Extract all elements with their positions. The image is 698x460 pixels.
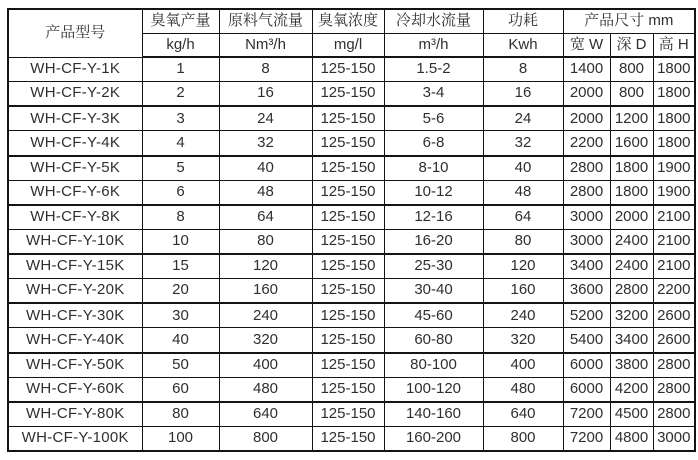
- model-cell: WH-CF-Y-6K: [8, 180, 142, 205]
- value-cell: 100: [142, 426, 219, 451]
- value-cell: 64: [483, 205, 563, 230]
- value-cell: 800: [610, 82, 653, 107]
- value-cell: 60-80: [384, 328, 483, 353]
- value-cell: 125-150: [312, 254, 384, 279]
- value-cell: 125-150: [312, 229, 384, 254]
- value-cell: 800: [219, 426, 312, 451]
- value-cell: 30: [142, 303, 219, 328]
- table-row: [8, 57, 695, 82]
- table-row: [8, 254, 695, 279]
- table-row: [8, 279, 695, 304]
- value-cell: 32: [219, 131, 312, 156]
- value-cell: 5400: [563, 328, 610, 353]
- table-body: [8, 57, 695, 451]
- model-cell: WH-CF-Y-1K: [8, 57, 142, 82]
- value-cell: 140-160: [384, 402, 483, 427]
- header-feed-gas-flow: 原料气流量: [219, 9, 312, 33]
- model-cell: WH-CF-Y-100K: [8, 426, 142, 451]
- value-cell: 125-150: [312, 131, 384, 156]
- value-cell: 3000: [653, 426, 695, 451]
- value-cell: 80-100: [384, 353, 483, 378]
- header-power-consumption: 功耗: [483, 9, 563, 33]
- model-cell: WH-CF-Y-15K: [8, 254, 142, 279]
- value-cell: 15: [142, 254, 219, 279]
- value-cell: 8: [142, 205, 219, 230]
- value-cell: 5-6: [384, 106, 483, 131]
- value-cell: 80: [483, 229, 563, 254]
- value-cell: 60: [142, 377, 219, 402]
- model-cell: WH-CF-Y-10K: [8, 229, 142, 254]
- value-cell: 1800: [653, 131, 695, 156]
- table-row: [8, 106, 695, 131]
- value-cell: 24: [219, 106, 312, 131]
- value-cell: 3400: [610, 328, 653, 353]
- value-cell: 2000: [563, 82, 610, 107]
- value-cell: 3-4: [384, 82, 483, 107]
- value-cell: 160: [483, 279, 563, 304]
- value-cell: 50: [142, 353, 219, 378]
- value-cell: 2800: [563, 156, 610, 181]
- unit-ozone-output: kg/h: [142, 33, 219, 57]
- value-cell: 480: [219, 377, 312, 402]
- table-row: [8, 353, 695, 378]
- unit-feed-gas-flow: Nm³/h: [219, 33, 312, 57]
- table-row: [8, 180, 695, 205]
- model-cell: WH-CF-Y-8K: [8, 205, 142, 230]
- value-cell: 2800: [653, 402, 695, 427]
- model-cell: WH-CF-Y-3K: [8, 106, 142, 131]
- header-product-model: 产品型号: [8, 9, 142, 57]
- value-cell: 2100: [653, 254, 695, 279]
- value-cell: 125-150: [312, 402, 384, 427]
- value-cell: 2800: [653, 353, 695, 378]
- table-row: [8, 82, 695, 107]
- value-cell: 2800: [653, 377, 695, 402]
- value-cell: 1800: [653, 82, 695, 107]
- value-cell: 2800: [563, 180, 610, 205]
- model-cell: WH-CF-Y-2K: [8, 82, 142, 107]
- value-cell: 48: [483, 180, 563, 205]
- value-cell: 1900: [653, 156, 695, 181]
- value-cell: 3000: [563, 229, 610, 254]
- value-cell: 125-150: [312, 328, 384, 353]
- value-cell: 400: [483, 353, 563, 378]
- model-cell: WH-CF-Y-50K: [8, 353, 142, 378]
- table-row: [8, 131, 695, 156]
- model-cell: WH-CF-Y-60K: [8, 377, 142, 402]
- subheader-height: 高 H: [653, 33, 695, 57]
- value-cell: 6: [142, 180, 219, 205]
- value-cell: 32: [483, 131, 563, 156]
- value-cell: 125-150: [312, 377, 384, 402]
- unit-ozone-concentration: mg/l: [312, 33, 384, 57]
- value-cell: 2100: [653, 205, 695, 230]
- table-row: [8, 229, 695, 254]
- header-cooling-water-flow: 冷却水流量: [384, 9, 483, 33]
- value-cell: 10: [142, 229, 219, 254]
- value-cell: 125-150: [312, 57, 384, 82]
- value-cell: 2600: [653, 328, 695, 353]
- value-cell: 80: [142, 402, 219, 427]
- value-cell: 5200: [563, 303, 610, 328]
- value-cell: 12-16: [384, 205, 483, 230]
- value-cell: 125-150: [312, 156, 384, 181]
- value-cell: 1.5-2: [384, 57, 483, 82]
- model-cell: WH-CF-Y-20K: [8, 279, 142, 304]
- value-cell: 2000: [610, 205, 653, 230]
- value-cell: 120: [219, 254, 312, 279]
- value-cell: 125-150: [312, 303, 384, 328]
- value-cell: 2100: [653, 229, 695, 254]
- value-cell: 125-150: [312, 426, 384, 451]
- value-cell: 3400: [563, 254, 610, 279]
- value-cell: 100-120: [384, 377, 483, 402]
- value-cell: 3000: [563, 205, 610, 230]
- value-cell: 6000: [563, 353, 610, 378]
- value-cell: 2000: [563, 106, 610, 131]
- value-cell: 2200: [563, 131, 610, 156]
- value-cell: 1200: [610, 106, 653, 131]
- value-cell: 40: [219, 156, 312, 181]
- value-cell: 10-12: [384, 180, 483, 205]
- value-cell: 120: [483, 254, 563, 279]
- subheader-width: 宽 W: [563, 33, 610, 57]
- value-cell: 20: [142, 279, 219, 304]
- value-cell: 6000: [563, 377, 610, 402]
- value-cell: 16: [483, 82, 563, 107]
- value-cell: 3: [142, 106, 219, 131]
- value-cell: 125-150: [312, 279, 384, 304]
- value-cell: 16: [219, 82, 312, 107]
- value-cell: 8: [219, 57, 312, 82]
- value-cell: 125-150: [312, 82, 384, 107]
- value-cell: 320: [219, 328, 312, 353]
- table-row: [8, 402, 695, 427]
- value-cell: 640: [219, 402, 312, 427]
- value-cell: 4800: [610, 426, 653, 451]
- table-header: [8, 9, 695, 57]
- model-cell: WH-CF-Y-80K: [8, 402, 142, 427]
- value-cell: 400: [219, 353, 312, 378]
- value-cell: 800: [483, 426, 563, 451]
- value-cell: 7200: [563, 426, 610, 451]
- table-row: [8, 303, 695, 328]
- value-cell: 125-150: [312, 205, 384, 230]
- value-cell: 25-30: [384, 254, 483, 279]
- value-cell: 30-40: [384, 279, 483, 304]
- subheader-depth: 深 D: [610, 33, 653, 57]
- table-row: [8, 426, 695, 451]
- header-ozone-concentration: 臭氧浓度: [312, 9, 384, 33]
- value-cell: 4200: [610, 377, 653, 402]
- value-cell: 24: [483, 106, 563, 131]
- value-cell: 4500: [610, 402, 653, 427]
- model-cell: WH-CF-Y-40K: [8, 328, 142, 353]
- value-cell: 640: [483, 402, 563, 427]
- value-cell: 3200: [610, 303, 653, 328]
- value-cell: 8-10: [384, 156, 483, 181]
- value-cell: 1800: [653, 57, 695, 82]
- value-cell: 45-60: [384, 303, 483, 328]
- value-cell: 320: [483, 328, 563, 353]
- value-cell: 48: [219, 180, 312, 205]
- table-row: [8, 205, 695, 230]
- value-cell: 1800: [653, 106, 695, 131]
- value-cell: 125-150: [312, 180, 384, 205]
- model-cell: WH-CF-Y-30K: [8, 303, 142, 328]
- table-row: [8, 328, 695, 353]
- value-cell: 125-150: [312, 353, 384, 378]
- header-product-dimensions: 产品尺寸 mm: [563, 9, 695, 33]
- value-cell: 64: [219, 205, 312, 230]
- value-cell: 1800: [610, 156, 653, 181]
- unit-power-consumption: Kwh: [483, 33, 563, 57]
- header-ozone-output: 臭氧产量: [142, 9, 219, 33]
- value-cell: 2800: [610, 279, 653, 304]
- value-cell: 160: [219, 279, 312, 304]
- value-cell: 1600: [610, 131, 653, 156]
- header-row-labels: [8, 9, 695, 33]
- value-cell: 3600: [563, 279, 610, 304]
- value-cell: 2600: [653, 303, 695, 328]
- value-cell: 1900: [653, 180, 695, 205]
- value-cell: 4: [142, 131, 219, 156]
- table-row: [8, 156, 695, 181]
- value-cell: 7200: [563, 402, 610, 427]
- value-cell: 2: [142, 82, 219, 107]
- value-cell: 800: [610, 57, 653, 82]
- value-cell: 2400: [610, 229, 653, 254]
- value-cell: 160-200: [384, 426, 483, 451]
- table-row: [8, 377, 695, 402]
- model-cell: WH-CF-Y-5K: [8, 156, 142, 181]
- value-cell: 2200: [653, 279, 695, 304]
- value-cell: 8: [483, 57, 563, 82]
- value-cell: 125-150: [312, 106, 384, 131]
- value-cell: 240: [483, 303, 563, 328]
- value-cell: 16-20: [384, 229, 483, 254]
- value-cell: 40: [142, 328, 219, 353]
- value-cell: 3800: [610, 353, 653, 378]
- value-cell: 80: [219, 229, 312, 254]
- value-cell: 480: [483, 377, 563, 402]
- value-cell: 1: [142, 57, 219, 82]
- value-cell: 1400: [563, 57, 610, 82]
- value-cell: 2400: [610, 254, 653, 279]
- value-cell: 240: [219, 303, 312, 328]
- model-cell: WH-CF-Y-4K: [8, 131, 142, 156]
- value-cell: 40: [483, 156, 563, 181]
- value-cell: 6-8: [384, 131, 483, 156]
- product-spec-table: [7, 8, 696, 452]
- unit-cooling-water-flow: m³/h: [384, 33, 483, 57]
- value-cell: 1800: [610, 180, 653, 205]
- value-cell: 5: [142, 156, 219, 181]
